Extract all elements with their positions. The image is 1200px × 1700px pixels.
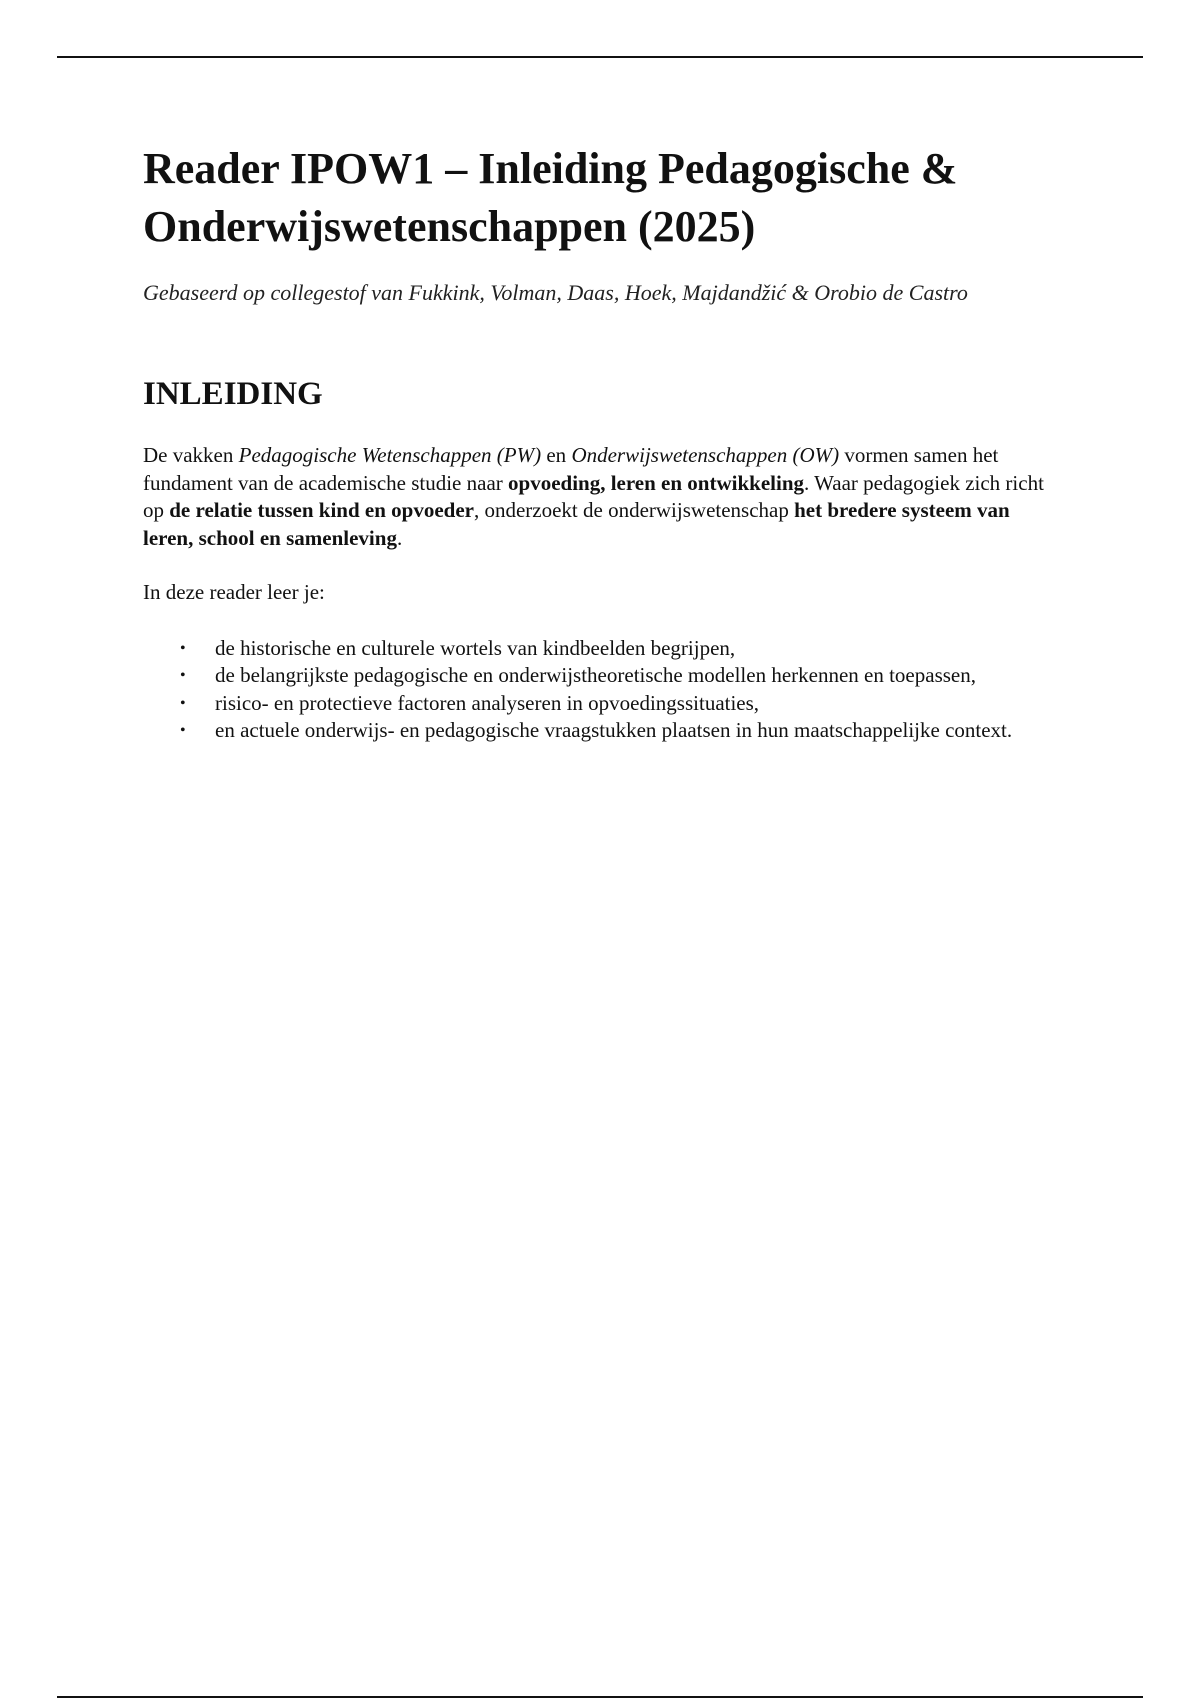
intro-bold-relation: de relatie tussen kind en opvoeder [169, 498, 474, 522]
intro-italic-ow: Onderwijswetenschappen (OW) [571, 443, 840, 467]
intro-paragraph [143, 442, 1063, 552]
intro-text: , onderzoekt de onderwijswetenschap [473, 498, 795, 522]
list-item-text: de belangrijkste pedagogische en onderwijstheoretische modellen herkennen en toepassen, [215, 663, 976, 687]
intro-text: De vakken [143, 443, 239, 467]
bullet-icon: • [180, 667, 186, 684]
document-title: Reader IPOW1 – Inleiding Pedagogische & Onderwijswetenschappen (2025) [143, 144, 958, 251]
bottom-rule [57, 1696, 1143, 1698]
bullet-icon: • [180, 722, 186, 739]
intro-text: . Waar pedagogiek zich richt op [143, 470, 1044, 522]
list-lead-text: In deze reader leer je: [143, 580, 325, 604]
intro-italic-pw: Pedagogische Wetenschappen (PW) [238, 443, 542, 467]
intro-text: en [541, 443, 572, 467]
list-item [143, 662, 1063, 690]
bullet-icon: • [180, 639, 186, 657]
intro-text: . [396, 525, 403, 550]
list-item-text: risico- en protectieve factoren analyseren in opvoedingssituaties, [215, 690, 760, 715]
list-item-text: en actuele onderwijs- en pedagogische vraagstukken plaatsen in hun maatschappelijke context. [215, 718, 1013, 742]
top-rule [57, 56, 1143, 58]
document-body [143, 140, 1063, 745]
intro-text: vormen samen het fundament van de academische studie naar [143, 443, 999, 495]
list-item [143, 717, 1063, 745]
bullet-icon: • [180, 694, 186, 712]
list-item [143, 635, 1063, 663]
list-item-text: de historische en culturele wortels van kindbeelden begrijpen, [215, 635, 736, 660]
learning-goals-list [143, 635, 1063, 745]
intro-bold-system: het bredere systeem van leren, school en samenleving [143, 498, 1010, 550]
list-item [143, 690, 1063, 718]
section-heading: INLEIDING [143, 376, 323, 412]
document-subtitle: Gebaseerd op collegestof van Fukkink, Volman, Daas, Hoek, Majdandžić & Orobio de Castro [143, 280, 968, 305]
intro-bold-topic: opvoeding, leren en ontwikkeling [508, 470, 805, 495]
